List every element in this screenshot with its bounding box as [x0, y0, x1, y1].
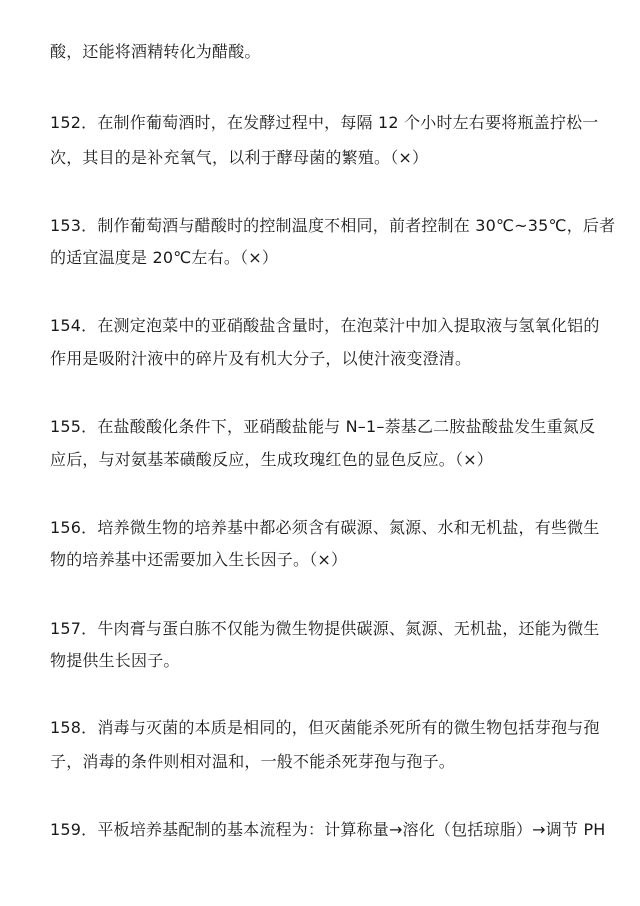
- text-line: 157．牛肉膏与蛋白胨不仅能为微生物提供碳源、氮源、无机盐，还能为微生: [50, 619, 600, 638]
- text-line: 152．在制作葡萄酒时，在发酵过程中，每隔 12 个小时左右要将瓶盖拧松一: [50, 113, 599, 132]
- text-line: 子，消毒的条件则相对温和，一般不能杀死芽孢与孢子。: [50, 752, 456, 771]
- text-line: 物提供生长因子。: [50, 651, 180, 670]
- text-line: 物的培养基中还需要加入生长因子。（×）: [50, 550, 348, 569]
- text-line: 156．培养微生物的培养基中都必须含有碳源、氮源、水和无机盐，有些微生: [50, 518, 600, 537]
- text-line: 作用是吸附汁液中的碎片及有机大分子，以使汁液变澄清。: [50, 349, 472, 368]
- text-line: 的适宜温度是 20℃左右。（×）: [50, 248, 279, 267]
- text-line: 酸，还能将酒精转化为醋酸。: [50, 42, 261, 61]
- text-line: 158．消毒与灭菌的本质是相同的，但灭菌能杀死所有的微生物包括芽孢与孢: [50, 718, 600, 737]
- text-line: 159．平板培养基配制的基本流程为：计算称量→溶化（包括琼脂）→调节 PH: [50, 820, 606, 839]
- text-line: 次，其目的是补充氧气，以利于酵母菌的繁殖。（×）: [50, 148, 429, 167]
- text-line: 153．制作葡萄酒与醋酸时的控制温度不相同，前者控制在 30℃~35℃，后者: [50, 216, 616, 235]
- text-line: 155．在盐酸酸化条件下，亚硝酸盐能与 N–1–萘基乙二胺盐酸盐发生重氮反: [50, 417, 596, 436]
- text-line: 154．在测定泡菜中的亚硝酸盐含量时，在泡菜汁中加入提取液与氢氧化铝的: [50, 316, 600, 335]
- text-line: 应后，与对氨基苯磺酸反应，生成玫瑰红色的显色反应。（×）: [50, 450, 494, 469]
